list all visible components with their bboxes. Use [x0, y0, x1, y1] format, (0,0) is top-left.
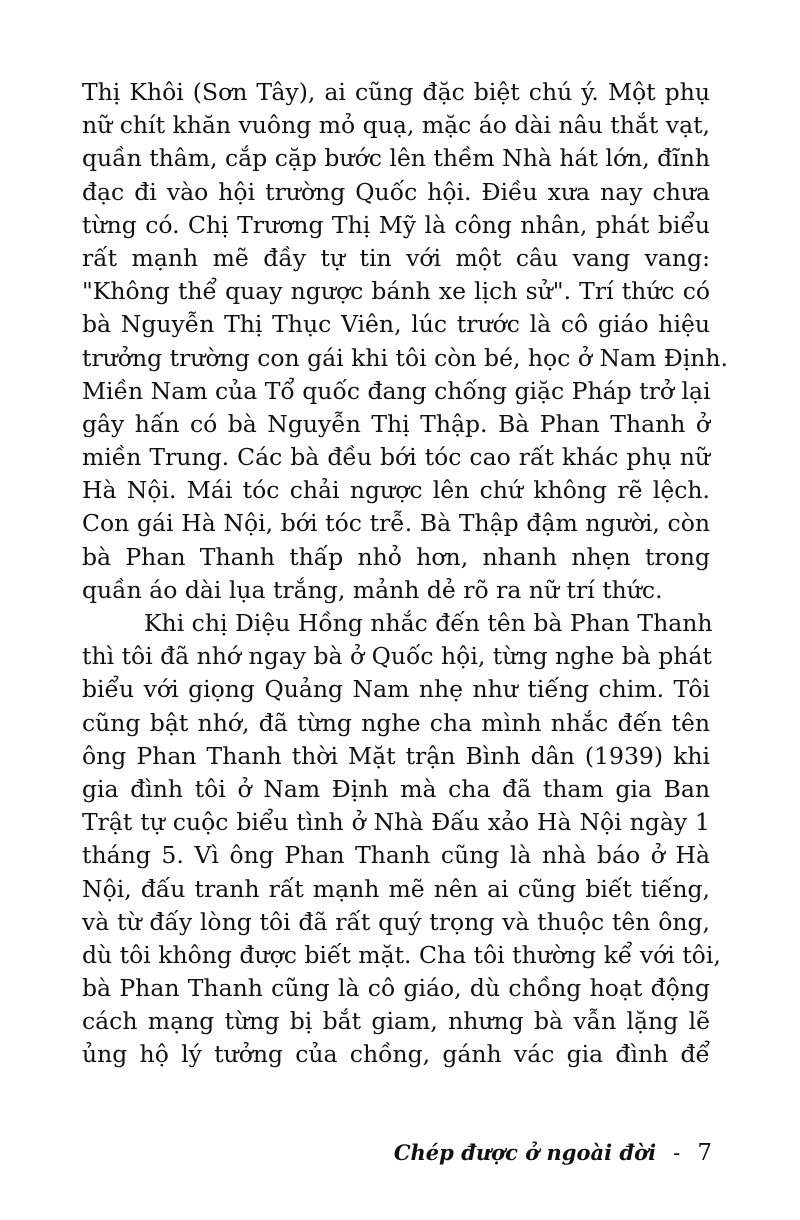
text-line: cách mạng từng bị bắt giam, nhưng bà vẫn lặng lẽ — [82, 1007, 710, 1036]
paragraph-start-line: Khi chị Diệu Hồng nhắc đến tên bà Phan Thanh — [144, 609, 713, 637]
text-line: trưởng trường con gái khi tôi còn bé, học ở Nam Định. — [82, 343, 728, 372]
text-line: bà Phan Thanh cũng là cô giáo, dù chồng hoạt động — [82, 974, 710, 1003]
page-number: 7 — [697, 1140, 712, 1166]
text-line: "Không thể quay ngược bánh xe lịch sử". Trí thức có — [82, 277, 710, 306]
running-title: Chép được ở ngoài đời — [393, 1140, 657, 1165]
text-line: gây hấn có bà Nguyễn Thị Thập. Bà Phan Thanh ở — [82, 409, 710, 438]
text-line: dù tôi không được biết mặt. Cha tôi thường kể với tôi, — [82, 940, 721, 969]
body-text — [82, 76, 728, 1072]
text-line: Con gái Hà Nội, bới tóc trễ. Bà Thập đậm người, còn — [82, 509, 710, 538]
text-line: bà Phan Thanh thấp nhỏ hơn, nhanh nhẹn trong — [82, 542, 710, 571]
page-footer — [394, 1140, 712, 1166]
text-line: và từ đấy lòng tôi đã rất quý trọng và thuộc tên ông, — [82, 907, 710, 936]
text-line: Nội, đấu tranh rất mạnh mẽ nên ai cũng biết tiếng, — [82, 874, 710, 903]
text-line: Miền Nam của Tổ quốc đang chống giặc Pháp trở lại — [82, 376, 711, 405]
text-line: ủng hộ lý tưởng của chồng, gánh vác gia đình để — [82, 1040, 710, 1069]
text-line: bà Nguyễn Thị Thục Viên, lúc trước là cô giáo hiệu — [82, 310, 710, 339]
text-line: quần áo dài lụa trắng, mảnh dẻ rõ ra nữ trí thức. — [82, 575, 663, 604]
text-line: nữ chít khăn vuông mỏ quạ, mặc áo dài nâu thắt vạt, — [82, 111, 710, 140]
footer-separator: - — [673, 1141, 681, 1165]
text-line: đạc đi vào hội trường Quốc hội. Điều xưa nay chưa — [82, 177, 710, 206]
text-line: Hà Nội. Mái tóc chải ngược lên chứ không rẽ lệch. — [82, 476, 710, 505]
text-line: gia đình tôi ở Nam Định mà cha đã tham gia Ban — [82, 774, 710, 803]
text-line: tháng 5. Vì ông Phan Thanh cũng là nhà báo ở Hà — [82, 841, 710, 870]
text-line: ông Phan Thanh thời Mặt trận Bình dân (1939) khi — [82, 741, 710, 770]
text-line: biểu với giọng Quảng Nam nhẹ như tiếng chim. Tôi — [82, 675, 710, 704]
text-line: quần thâm, cắp cặp bước lên thềm Nhà hát lớn, đĩnh — [82, 144, 710, 173]
text-line: Thị Khôi (Sơn Tây), ai cũng đặc biệt chú ý. Một phụ — [82, 78, 710, 106]
text-line: thì tôi đã nhớ ngay bà ở Quốc hội, từng nghe bà phát — [82, 642, 712, 671]
text-line: Trật tự cuộc biểu tình ở Nhà Đấu xảo Hà Nội ngày 1 — [82, 808, 710, 837]
text-line: từng có. Chị Trương Thị Mỹ là công nhân, phát biểu — [82, 210, 710, 239]
text-line: rất mạnh mẽ đầy tự tin với một câu vang vang: — [82, 243, 710, 272]
text-line: cũng bật nhớ, đã từng nghe cha mình nhắc đến tên — [82, 708, 710, 737]
text-line: miền Trung. Các bà đều bới tóc cao rất khác phụ nữ — [82, 443, 710, 472]
